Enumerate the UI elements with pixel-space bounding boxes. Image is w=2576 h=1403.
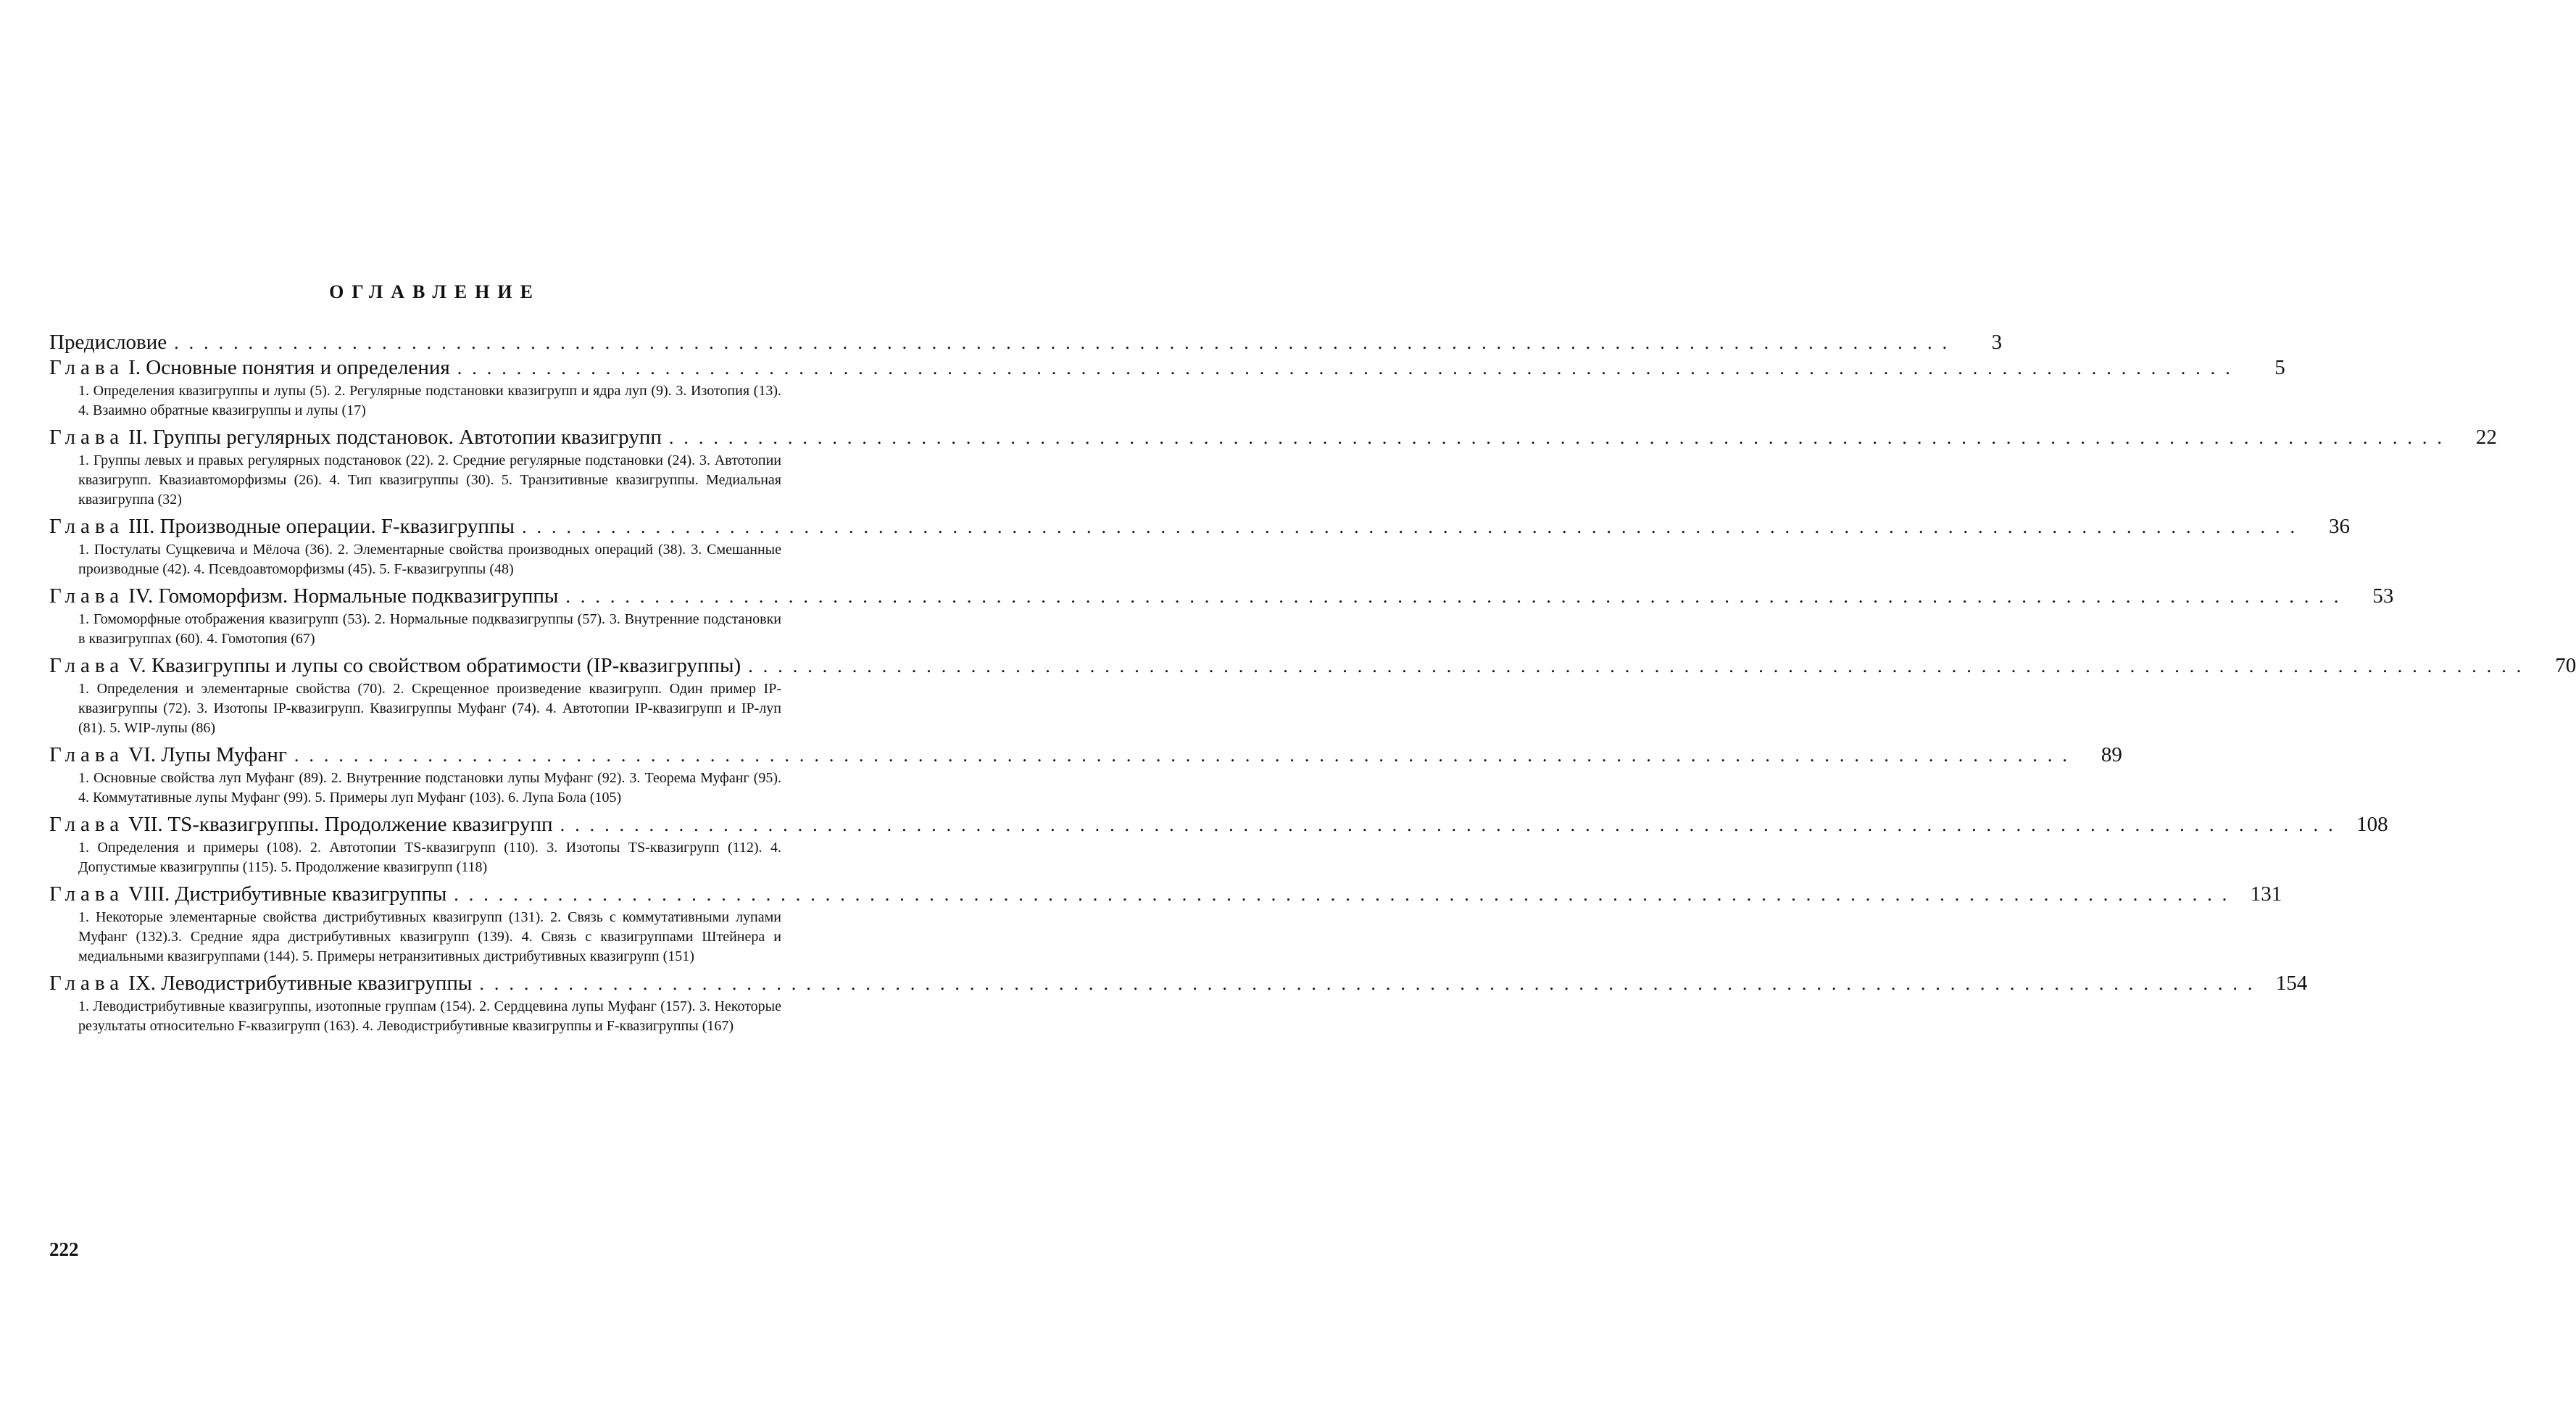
- leader-dots: ........................................................................................................................: [560, 814, 2343, 835]
- section-list: 1. Основные свойства луп Муфанг (89). 2. Внутренние подстановки лупы Муфанг (92). 3. Теорема Муфанг (95). 4. Коммутативные лупы Муфанг (99). 5. Примеры луп Муфанг (103). 6. Лупа Бола (105): [78, 770, 781, 806]
- toc-page-number: 22: [2475, 426, 2497, 449]
- toc-page-number: 3: [1991, 331, 2003, 354]
- toc-entry-line[interactable]: [49, 971, 2308, 996]
- leader-dots: ........................................................................................................................: [479, 973, 2263, 994]
- table-of-contents: [49, 330, 2576, 1040]
- toc-entry-line[interactable]: [49, 742, 2122, 768]
- toc-entry-line[interactable]: [49, 653, 2576, 679]
- chapter-label: Глава: [49, 356, 125, 379]
- chapter-title: IX. Леводистрибутивные квазигруппы: [128, 972, 473, 995]
- toc-entry: [49, 653, 2576, 738]
- toc-entry-heading: [49, 355, 450, 380]
- chapter-label: Глава: [49, 654, 125, 677]
- toc-entry-heading: [49, 330, 167, 355]
- toc-entry-line[interactable]: [49, 882, 2282, 907]
- toc-entry: [49, 514, 2350, 579]
- chapter-label: Глава: [49, 426, 125, 449]
- chapter-label: Глава: [49, 515, 125, 538]
- section-list: 1. Определения и элементарные свойства (70). 2. Скрещенное произведение квазигрупп. Один пример IP-квазигруппы (72). 3. Изотопы IP-квазигрупп. Квазигруппы Муфанг (74). 4. Автотопии IP-квазигрупп и IP-луп (81). 5. WIP-лупы (86): [78, 681, 781, 736]
- toc-entry-heading: [49, 971, 472, 996]
- toc-entry-line[interactable]: [49, 355, 2285, 381]
- chapter-title: VI. Лупы Муфанг: [128, 743, 287, 766]
- chapter-title: III. Производные операции. F-квазигруппы: [128, 515, 515, 538]
- section-list: 1. Группы левых и правых регулярных подстановок (22). 2. Средние регулярные подстановки (24). 3. Автотопии квазигрупп. Квазиавтоморфизмы (26). 4. Тип квазигруппы (30). 5. Транзитивные квазигруппы. Медиальная квазигруппа (32): [78, 452, 781, 508]
- toc-page-number: 108: [2356, 813, 2388, 836]
- page-number: 222: [49, 1238, 79, 1260]
- leader-dots: ........................................................................................................................: [748, 655, 2532, 676]
- toc-page-number: 36: [2328, 515, 2350, 538]
- leader-dots: ........................................................................................................................: [294, 745, 2077, 766]
- toc-entry-heading: [49, 584, 558, 608]
- toc-entry: [49, 330, 2003, 355]
- toc-page-number: 154: [2275, 972, 2308, 995]
- leader-dots: ........................................................................................................................: [668, 427, 2452, 448]
- toc-entry-line[interactable]: [49, 425, 2497, 450]
- leader-dots: ........................................................................................................................: [565, 586, 2349, 607]
- toc-entry: [49, 971, 2308, 1036]
- chapter-label: Глава: [49, 743, 125, 766]
- toc-entry: [49, 742, 2122, 808]
- toc-entry: [49, 355, 2285, 421]
- toc-page-number: 131: [2250, 882, 2282, 906]
- toc-entry: [49, 812, 2388, 877]
- leader-dots: ........................................................................................................................: [174, 332, 1958, 353]
- toc-entry-heading: [49, 742, 287, 767]
- chapter-label: Глава: [49, 584, 125, 608]
- toc-page-number: 53: [2372, 584, 2394, 608]
- toc-entry: [49, 584, 2394, 649]
- section-list: 1. Некоторые элементарные свойства дистрибутивных квазигрупп (131). 2. Связь с коммутативными лупами Муфанг (132).3. Средние ядра дистрибутивных квазигрупп (139). 4. Связь с квазигруппами Штейнера и медиальными квазигруппами (144). 5. Примеры нетранзитивных дистрибутивных квазигрупп (151): [78, 909, 781, 964]
- chapter-label: Глава: [49, 813, 125, 836]
- toc-page-number: 70: [2555, 654, 2576, 677]
- section-list: 1. Определения и примеры (108). 2. Автотопии TS-квазигрупп (110). 3. Изотопы TS-квазигрупп (112). 4. Допустимые квазигруппы (115). 5. Продолжение квазигрупп (118): [78, 840, 781, 875]
- toc-entry-heading: [49, 882, 446, 906]
- section-list: 1. Определения квазигруппы и лупы (5). 2. Регулярные подстановки квазигрупп и ядра луп (9). 3. Изотопия (13). 4. Взаимно обратные квазигруппы и лупы (17): [78, 383, 781, 418]
- toc-entry: [49, 882, 2282, 967]
- toc-page-number: 89: [2101, 743, 2122, 766]
- chapter-label: Глава: [49, 882, 125, 906]
- chapter-label: Глава: [49, 972, 125, 995]
- chapter-title: II. Группы регулярных подстановок. Автотопии квазигрупп: [128, 426, 662, 449]
- toc-entry-line[interactable]: [49, 514, 2350, 539]
- chapter-title: VIII. Дистрибутивные квазигруппы: [128, 882, 447, 906]
- chapter-title: I. Основные понятия и определения: [128, 356, 450, 379]
- toc-entry: [49, 425, 2497, 510]
- section-list: 1. Леводистрибутивные квазигруппы, изотопные группам (154). 2. Сердцевина лупы Муфанг (157). 3. Некоторые результаты относительно F-квазигрупп (163). 4. Леводистрибутивные квазигруппы и F-квазигруппы (167): [78, 998, 781, 1034]
- section-list: 1. Гомоморфные отображения квазигрупп (53). 2. Нормальные подквазигруппы (57). 3. Внутренние подстановки в квазигруппах (60). 4. Гомотопия (67): [78, 611, 781, 647]
- chapter-title: Предисловие: [49, 331, 167, 354]
- toc-entry-heading: [49, 425, 662, 450]
- leader-dots: ........................................................................................................................: [454, 884, 2238, 905]
- section-list: 1. Постулаты Сущкевича и Мёлоча (36). 2. Элементарные свойства производных операций (38). 3. Смешанные производные (42). 4. Псевдоавтоморфизмы (45). 5. F-квазигруппы (48): [78, 542, 781, 577]
- chapter-title: IV. Гомоморфизм. Нормальные подквазигруппы: [128, 584, 559, 608]
- chapter-title: V. Квазигруппы и лупы со свойством обратимости (IP-квазигруппы): [128, 654, 741, 677]
- page-title: ОГЛАВЛЕНИЕ: [329, 281, 541, 302]
- toc-page-number: 5: [2274, 356, 2285, 379]
- toc-entry-line[interactable]: [49, 330, 2003, 355]
- chapter-title: VII. TS-квазигруппы. Продолжение квазигрупп: [128, 813, 553, 836]
- leader-dots: ........................................................................................................................: [457, 357, 2240, 378]
- leader-dots: ........................................................................................................................: [521, 516, 2305, 537]
- toc-entry-heading: [49, 514, 515, 539]
- toc-entry-heading: [49, 653, 741, 678]
- toc-entry-line[interactable]: [49, 812, 2388, 837]
- toc-entry-line[interactable]: [49, 584, 2394, 609]
- toc-entry-heading: [49, 812, 553, 837]
